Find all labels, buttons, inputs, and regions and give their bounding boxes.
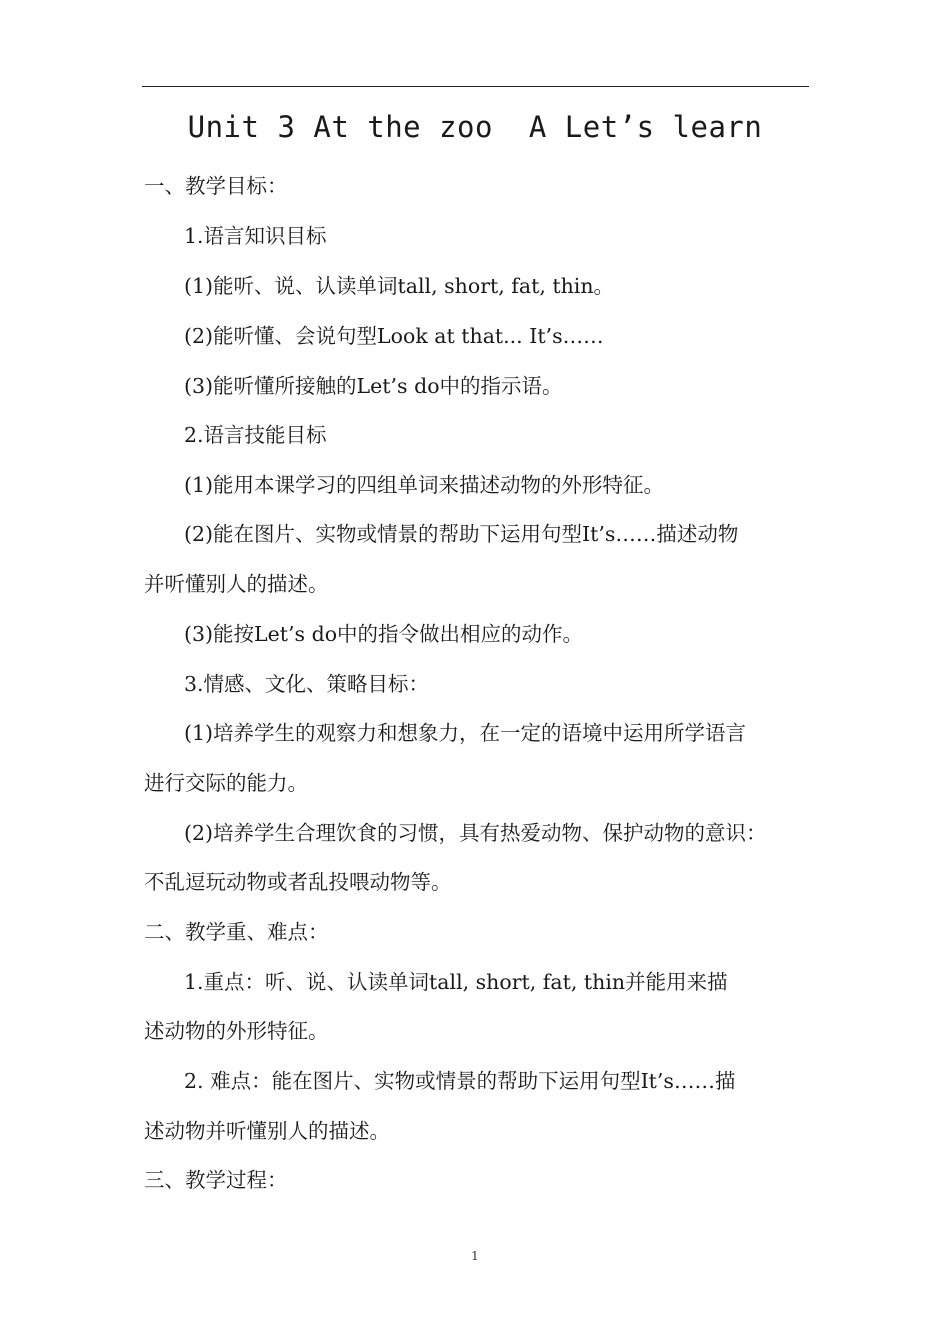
paragraph-line: (1)能听、说、认读单词tall, short, fat, thin。 [184, 274, 615, 298]
subheading-skills: 2.语言技能目标 [184, 423, 327, 447]
page-number: 1 [471, 1249, 479, 1263]
paragraph-line: (3)能按Let’s do中的指令做出相应的动作。 [184, 622, 584, 646]
paragraph-line: (2)能在图片、实物或情景的帮助下运用句型It’s……描述动物 [184, 522, 739, 546]
paragraph-line: 不乱逗玩动物或者乱投喂动物等。 [144, 870, 452, 894]
document-title: Unit 3 At the zoo A Let’s learn [187, 110, 763, 144]
subheading-emotion: 3.情感、文化、策略目标： [184, 672, 430, 696]
paragraph-line: (2)能听懂、会说句型Look at that... It’s…… [184, 324, 604, 348]
paragraph-line: 1.重点：听、说、认读单词tall, short, fat, thin并能用来描 [184, 970, 728, 994]
paragraph-line: (1)培养学生的观察力和想象力，在一定的语境中运用所学语言 [184, 721, 747, 745]
section-heading-process: 三、教学过程： [144, 1168, 288, 1192]
section-heading-keypoints: 二、教学重、难点： [144, 920, 329, 944]
paragraph-line: 并听懂别人的描述。 [144, 572, 329, 596]
paragraph-line: (1)能用本课学习的四组单词来描述动物的外形特征。 [184, 473, 665, 497]
paragraph-line: 2. 难点：能在图片、实物或情景的帮助下运用句型It’s……描 [184, 1069, 736, 1093]
section-heading-goals: 一、教学目标： [144, 174, 288, 198]
subheading-knowledge: 1.语言知识目标 [184, 224, 327, 248]
paragraph-line: (3)能听懂所接触的Let’s do中的指示语。 [184, 374, 563, 398]
paragraph-line: (2)培养学生合理饮食的习惯，具有热爱动物、保护动物的意识： [184, 821, 767, 845]
paragraph-line: 进行交际的能力。 [144, 771, 308, 795]
paragraph-line: 述动物并听懂别人的描述。 [144, 1119, 390, 1143]
header-rule [142, 86, 809, 87]
paragraph-line: 述动物的外形特征。 [144, 1019, 329, 1043]
